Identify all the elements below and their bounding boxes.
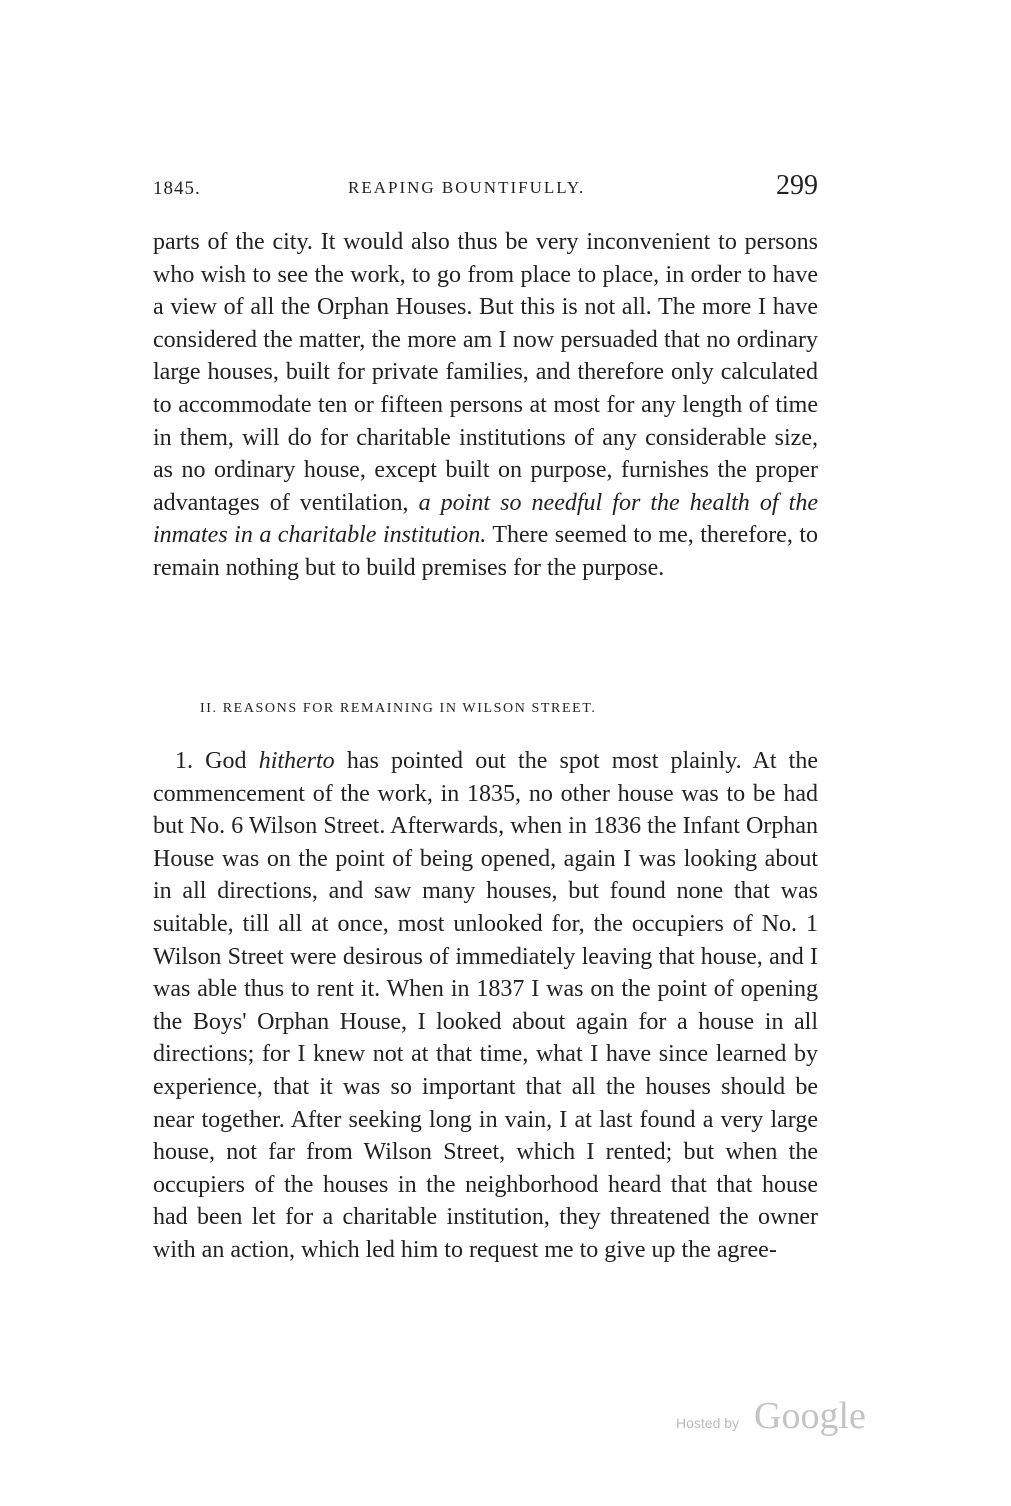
google-watermark [676,1394,896,1448]
header-title: REAPING BOUNTIFULLY. [348,178,586,197]
paragraph-2-italic: hitherto [258,748,335,774]
paragraph-1-text-after: There seemed to me, therefore, to remain nothing but to build premises for the purpose. [153,522,818,581]
paragraph-1-italic: a point so needful for the health of the inmates in a charitable institution. [153,489,818,549]
paragraph-1 [153,226,818,585]
paragraph-2 [153,745,818,1267]
header-year: 1845. [153,178,201,199]
paragraph-2-text-before: 1. God [175,748,259,774]
running-head [153,170,818,204]
paragraph-1-text-before: parts of the city. It would also thus be very inconvenient to persons who wish to see the work, to go from place to place, in order to have a view of all the Orphan Houses. But this is not all. The more I have considered the matter, the more am I now persuaded that no ordinary large houses, built for private families, and therefore only calculated to accommodate ten or fifteen persons at most for any length of time in them, will do for charitable institutions of any considerable size, as no ordinary house, except built on purpose, furnishes the proper advantages of ventilation, [153,229,818,516]
paragraph-2-text-after: has pointed out the spot most plainly. At the commencement of the work, in 1835, no other house was to be had but No. 6 Wilson Street. Afterwards, when in 1836 the Infant Orphan House was on the point of being opened, again I was looking about in all directions, and saw many houses, but found none that was suitable, till all at once, most unlooked for, the occupiers of No. 1 Wilson Street were desirous of immediately leaving that house, and I was able thus to rent it. When in 1837 I was on the point of opening the Boys' Orphan House, I looked about again for a house in all directions; for I knew not at that time, what I have since learned by experience, that it was so important that all the houses should be near together. After seeking long in vain, I at last found a very large house, not far from Wilson Street, which I rented; but when the occupiers of the houses in the neighborhood heard that that house had been let for a charitable institution, they threatened the owner with an action, which led him to request me to give up the agree- [153,748,818,1263]
watermark-hosted-by: Hosted by [676,1415,740,1431]
google-logo: Google [754,1395,866,1437]
section-heading: II. REASONS FOR REMAINING IN WILSON STREET. [200,701,597,716]
page-number: 299 [776,170,818,201]
